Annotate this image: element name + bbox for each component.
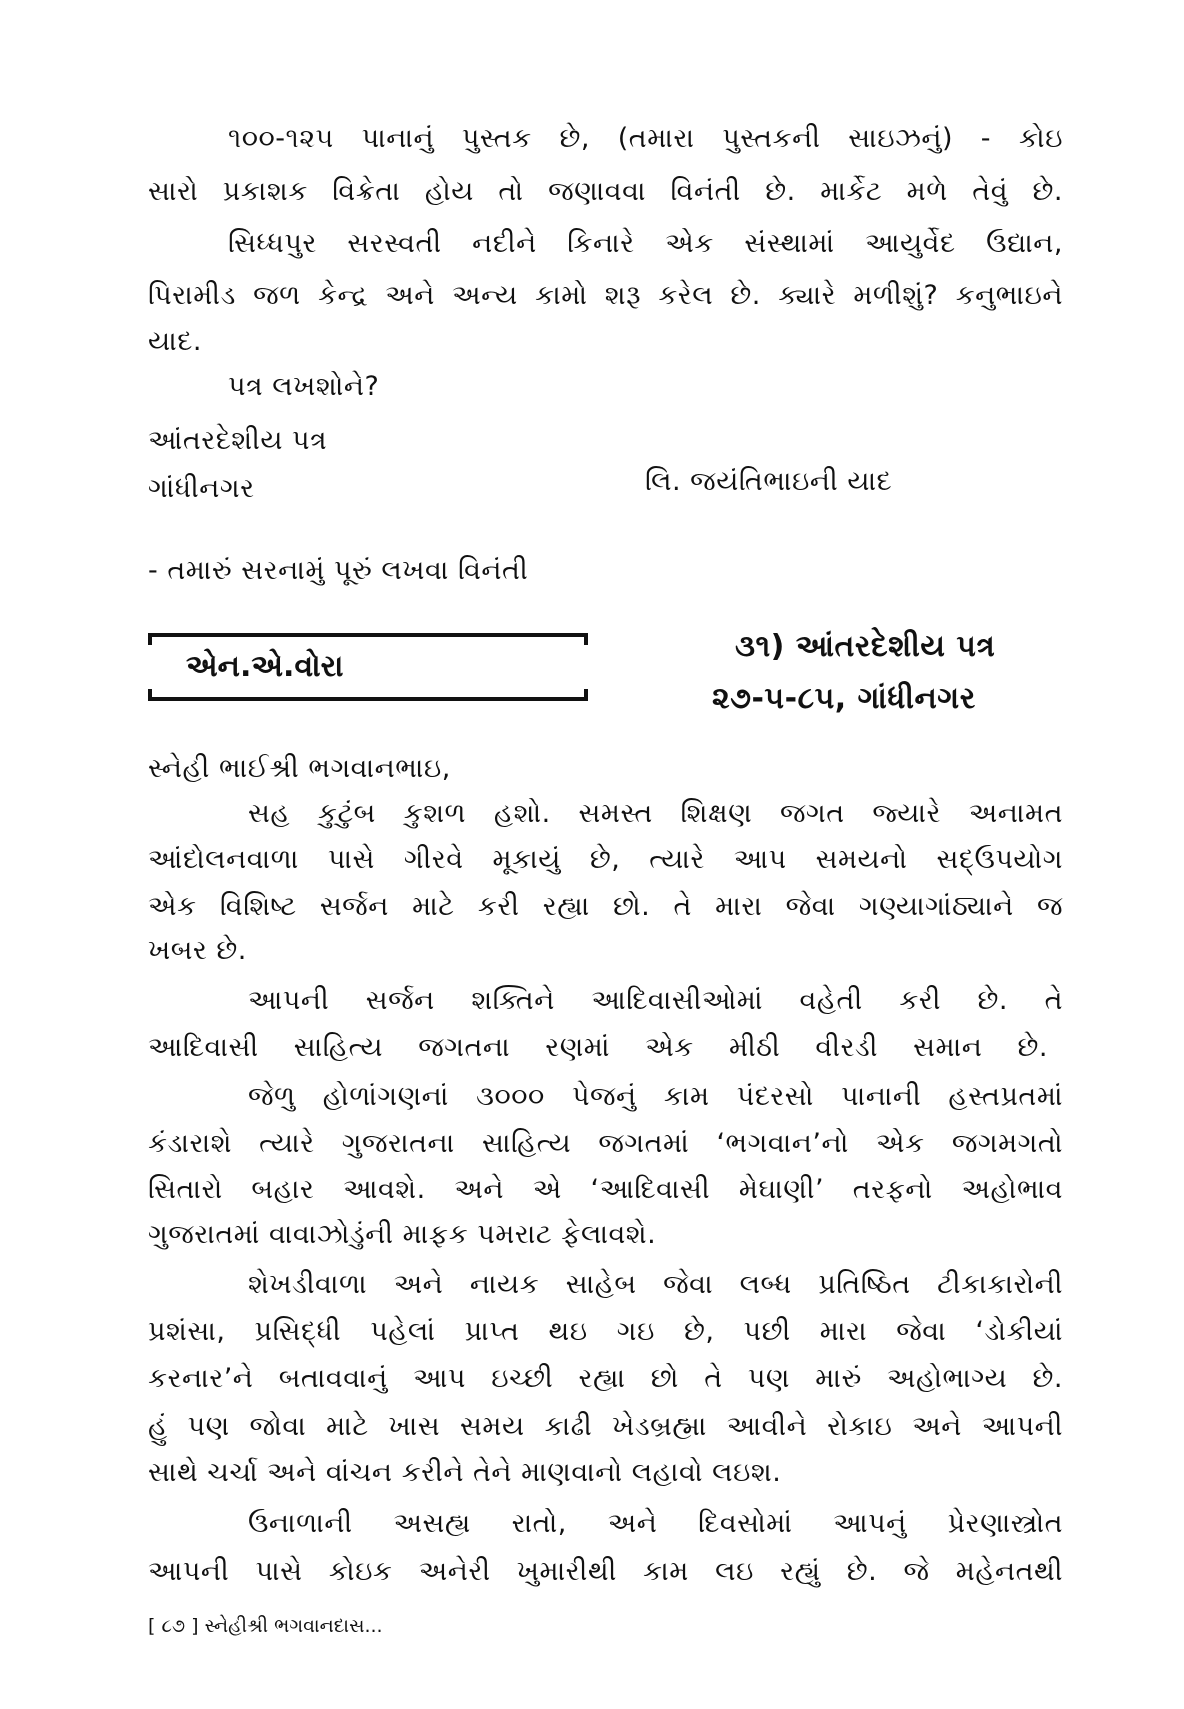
- running-title: સ્નેહીશ્રી ભગવાનદાસ...: [204, 1615, 383, 1637]
- paragraph-line: ઉનાળાની અસહ્ય રાતો, અને દિવસોમાં આપનું પ્રેરણાસ્ત્રોત: [248, 1508, 1063, 1539]
- paragraph-line: આદિવાસી સાહિત્ય જગતના રણમાં એક મીઠી વીરડી સમાન છે.: [148, 1032, 1048, 1063]
- paragraph-line: ખબર છે.: [148, 935, 247, 966]
- paragraph-line: કંડારાશે ત્યારે ગુજરાતના સાહિત્ય જગતમાં ‘ભગવાન’નો એક જગમગતો: [148, 1128, 1063, 1159]
- author-name-box: [148, 633, 588, 701]
- paragraph-line: સિતારો બહાર આવશે. અને એ ‘આદિવાસી મેઘાણી’ તરફનો અહોભાવ: [148, 1174, 1063, 1205]
- signoff: લિ. જયંતિભાઇની યાદ: [645, 466, 893, 497]
- paragraph-line: ૧૦૦-૧૨૫ પાનાનું પુસ્તક છે, (તમારા પુસ્તકની સાઇઝનું) - કોઇ: [228, 123, 1063, 154]
- paragraph-line: આંદોલનવાળા પાસે ગીરવે મૂકાયું છે, ત્યારે આપ સમયનો સદ્ઉપયોગ: [148, 844, 1063, 875]
- divider: [148, 697, 588, 701]
- salutation: સ્નેહી ભાઈશ્રી ભગવાનભાઇ,: [148, 753, 451, 784]
- paragraph-line: પિરામીડ જળ કેન્દ્ર અને અન્ય કામો શરૂ કરેલ છે. ક્યારે મળીશું? કનુભાઇને: [148, 280, 1063, 311]
- paragraph-line: આપની સર્જન શક્તિને આદિવાસીઓમાં વહેતી કરી છે. તે: [248, 985, 1063, 1016]
- paragraph-line: પ્રશંસા, પ્રસિદ્ધી પહેલાં પ્રાપ્ત થઇ ગઇ છે, પછી મારા જેવા ‘ડોકીયાં: [148, 1316, 1063, 1347]
- paragraph-line: શેખડીવાળા અને નાયક સાહેબ જેવા લબ્ધ પ્રતિષ્ઠિત ટીકાકારોની: [248, 1269, 1063, 1300]
- paragraph-line: સહ કુટુંબ કુશળ હશો. સમસ્ત શિક્ષણ જગત જ્યારે અનામત: [248, 798, 1063, 829]
- paragraph-line: જેળુ હોળાંગણનાં ૩૦૦૦ પેજનું કામ પંદરસો પાનાની હસ્તપ્રતમાં: [248, 1081, 1063, 1112]
- paragraph-line: પત્ર લખશોને?: [228, 371, 380, 402]
- inland-letter-label: આંતરદેશીય પત્ર: [148, 425, 328, 456]
- paragraph-line: ગુજરાતમાં વાવાઝોડુંની માફક પમરાટ ફેલાવશે.: [148, 1219, 657, 1250]
- page-number: [ ૮૭ ]: [148, 1615, 199, 1637]
- divider: [148, 633, 588, 637]
- address-note: - તમારું સરનામું પૂરું લખવા વિનંતી: [148, 555, 529, 586]
- paragraph-line: સાથે ચર્ચા અને વાંચન કરીને તેને માણવાનો લહાવો લઇશ.: [148, 1457, 782, 1488]
- paragraph-line: એક વિશિષ્ટ સર્જન માટે કરી રહ્યા છો. તે મારા જેવા ગણ્યાગાંઠ્યાને જ: [148, 891, 1063, 922]
- letter-number-title: ૩૧) આંતરદેશીય પત્ર: [735, 629, 996, 664]
- paragraph-line: સિધ્ધપુર સરસ્વતી નદીને કિનારે એક સંસ્થામાં આયુર્વેદ ઉદ્યાન,: [228, 228, 1063, 259]
- letter-date-place: ૨૭-૫-૮૫, ગાંધીનગર: [712, 681, 976, 716]
- page-footer: [148, 1614, 383, 1638]
- divider: [148, 633, 152, 645]
- paragraph-line: હું પણ જોવા માટે ખાસ સમય કાઢી ખેડબ્રહ્મા આવીને રોકાઇ અને આપની: [148, 1411, 1063, 1442]
- author-name: એન.એ.વોરા: [186, 649, 344, 684]
- paragraph-line: સારો પ્રકાશક વિક્રેતા હોય તો જણાવવા વિનંતી છે. માર્કેટ મળે તેવું છે.: [148, 176, 1063, 207]
- divider: [584, 689, 588, 701]
- city-label: ગાંધીનગર: [148, 473, 255, 504]
- paragraph-line: આપની પાસે કોઇક અનેરી ખુમારીથી કામ લઇ રહ્યું છે. જે મહેનતથી: [148, 1556, 1063, 1587]
- paragraph-line: કરનાર’ને બતાવવાનું આપ ઇચ્છી રહ્યા છો તે પણ મારું અહોભાગ્ય છે.: [148, 1363, 1063, 1394]
- paragraph-line: યાદ.: [148, 326, 202, 357]
- divider: [584, 633, 588, 645]
- divider: [148, 689, 152, 701]
